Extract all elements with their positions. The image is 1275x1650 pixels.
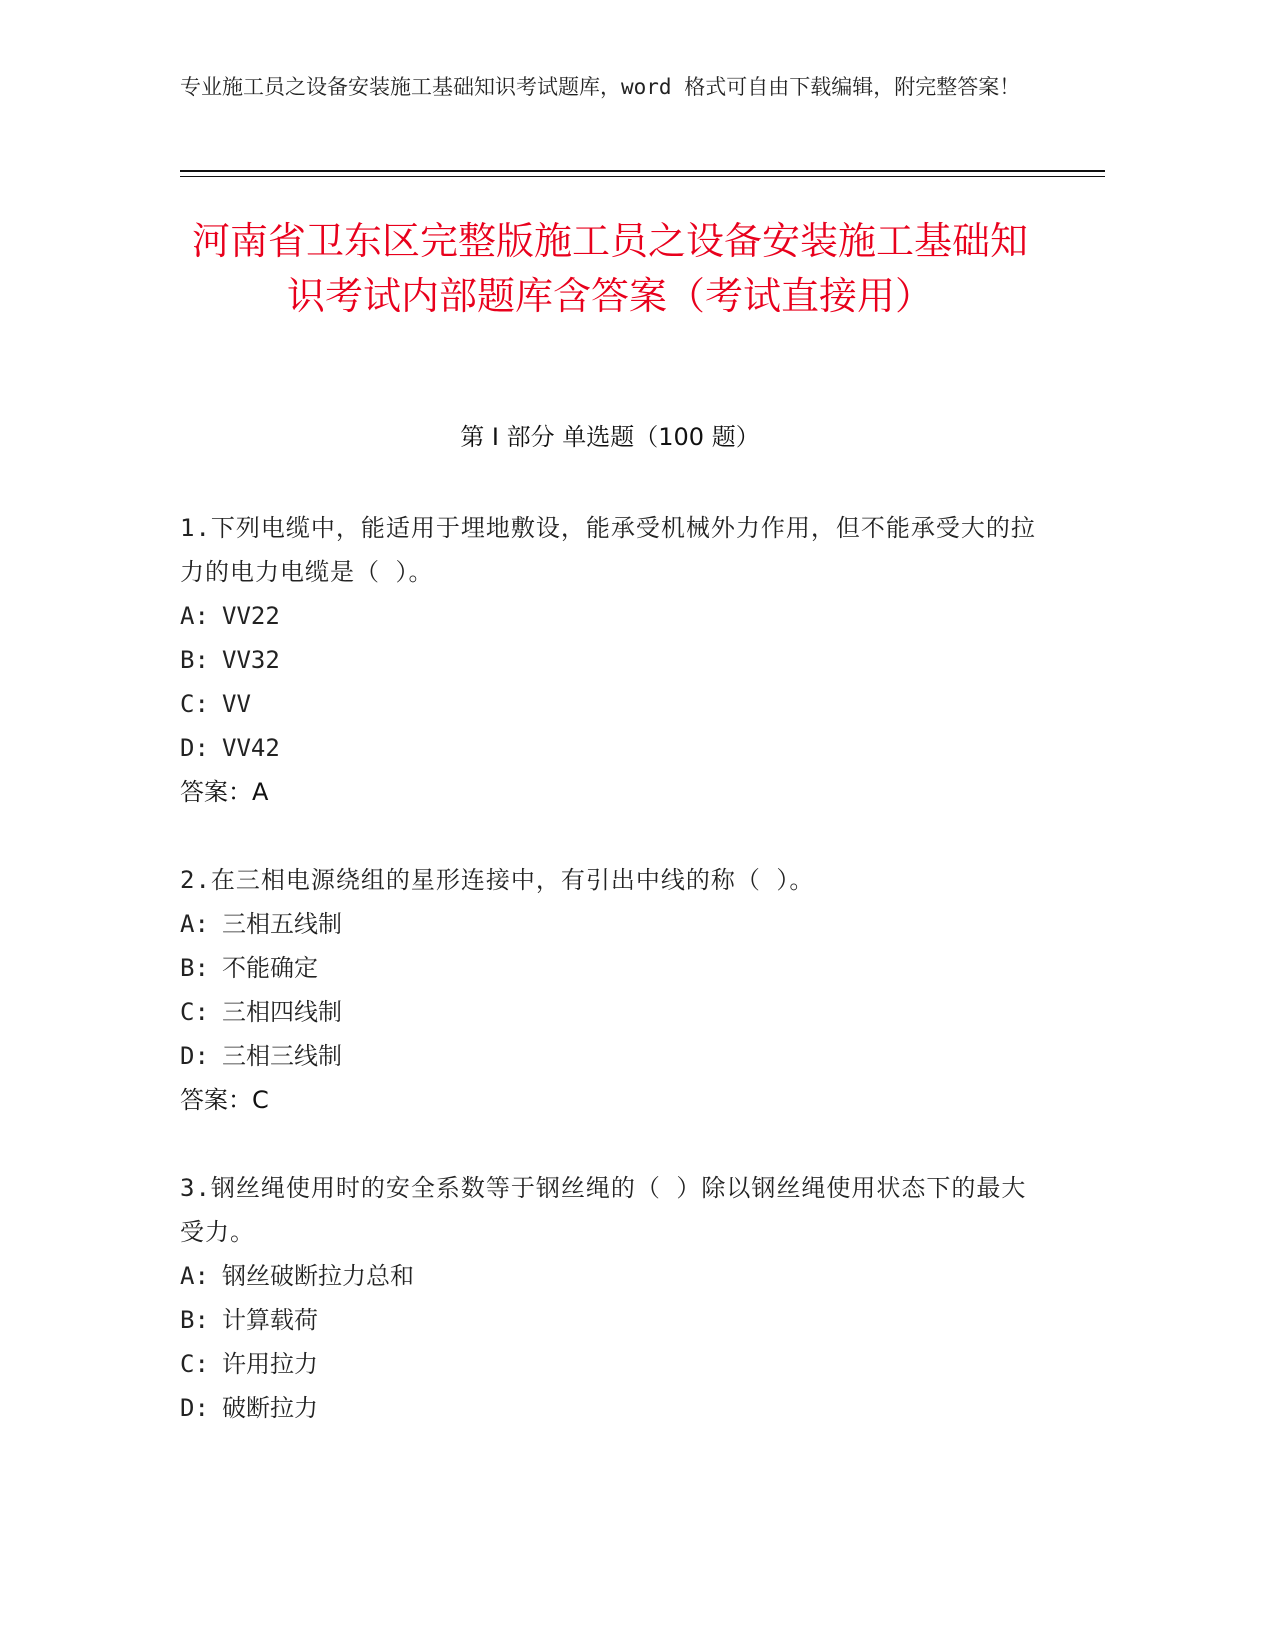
option-a bbox=[180, 594, 1040, 638]
option-a bbox=[180, 902, 1040, 946]
option-letter: A: bbox=[180, 602, 209, 630]
section-heading: 第 I 部分 单选题（100 题） bbox=[460, 423, 760, 451]
option-b bbox=[180, 638, 1040, 682]
option-letter: A: bbox=[180, 1262, 209, 1290]
option-letter: C: bbox=[180, 690, 209, 718]
option-letter: C: bbox=[180, 998, 209, 1026]
option-b bbox=[180, 946, 1040, 990]
question-stem: 1.下列电缆中，能适用于埋地敷设，能承受机械外力作用，但不能承受大的拉力的电力电缆是（ ）。 bbox=[180, 514, 1036, 586]
answer-line: 答案：C bbox=[180, 1086, 269, 1114]
option-letter: D: bbox=[180, 734, 209, 762]
question-item bbox=[180, 858, 1040, 1122]
option-d bbox=[180, 726, 1040, 770]
question-item bbox=[180, 1166, 1040, 1430]
header-divider bbox=[180, 170, 1105, 172]
option-text: VV42 bbox=[222, 734, 280, 762]
answer-line: 答案：A bbox=[180, 778, 269, 806]
option-text: 许用拉力 bbox=[222, 1350, 318, 1378]
option-d bbox=[180, 1034, 1040, 1078]
option-text: 钢丝破断拉力总和 bbox=[222, 1262, 414, 1290]
option-letter: D: bbox=[180, 1394, 209, 1422]
option-letter: B: bbox=[180, 646, 209, 674]
option-letter: B: bbox=[180, 1306, 209, 1334]
option-text: 三相四线制 bbox=[222, 998, 342, 1026]
document-title: 河南省卫东区完整版施工员之设备安装施工基础知识考试内部题库含答案（考试直接用） bbox=[191, 219, 1028, 318]
option-c bbox=[180, 1342, 1040, 1386]
option-letter: B: bbox=[180, 954, 209, 982]
question-list bbox=[180, 506, 1040, 1474]
option-letter: C: bbox=[180, 1350, 209, 1378]
option-d bbox=[180, 1386, 1040, 1430]
header-divider-thin bbox=[180, 176, 1105, 177]
header-note: 专业施工员之设备安装施工基础知识考试题库，word 格式可自由下载编辑，附完整答案！ bbox=[180, 75, 1021, 99]
option-text: VV22 bbox=[222, 602, 280, 630]
option-text: 三相五线制 bbox=[222, 910, 342, 938]
option-text: VV32 bbox=[222, 646, 280, 674]
option-text: 不能确定 bbox=[222, 954, 318, 982]
option-text: 三相三线制 bbox=[222, 1042, 342, 1070]
question-item bbox=[180, 506, 1040, 814]
question-stem: 2.在三相电源绕组的星形连接中，有引出中线的称（ ）。 bbox=[180, 866, 815, 894]
option-c bbox=[180, 682, 1040, 726]
option-text: 破断拉力 bbox=[222, 1394, 318, 1422]
option-text: VV bbox=[222, 690, 251, 718]
option-b bbox=[180, 1298, 1040, 1342]
option-text: 计算载荷 bbox=[222, 1306, 318, 1334]
option-letter: D: bbox=[180, 1042, 209, 1070]
question-stem: 3.钢丝绳使用时的安全系数等于钢丝绳的（ ）除以钢丝绳使用状态下的最大受力。 bbox=[180, 1174, 1027, 1246]
option-a bbox=[180, 1254, 1040, 1298]
option-letter: A: bbox=[180, 910, 209, 938]
option-c bbox=[180, 990, 1040, 1034]
